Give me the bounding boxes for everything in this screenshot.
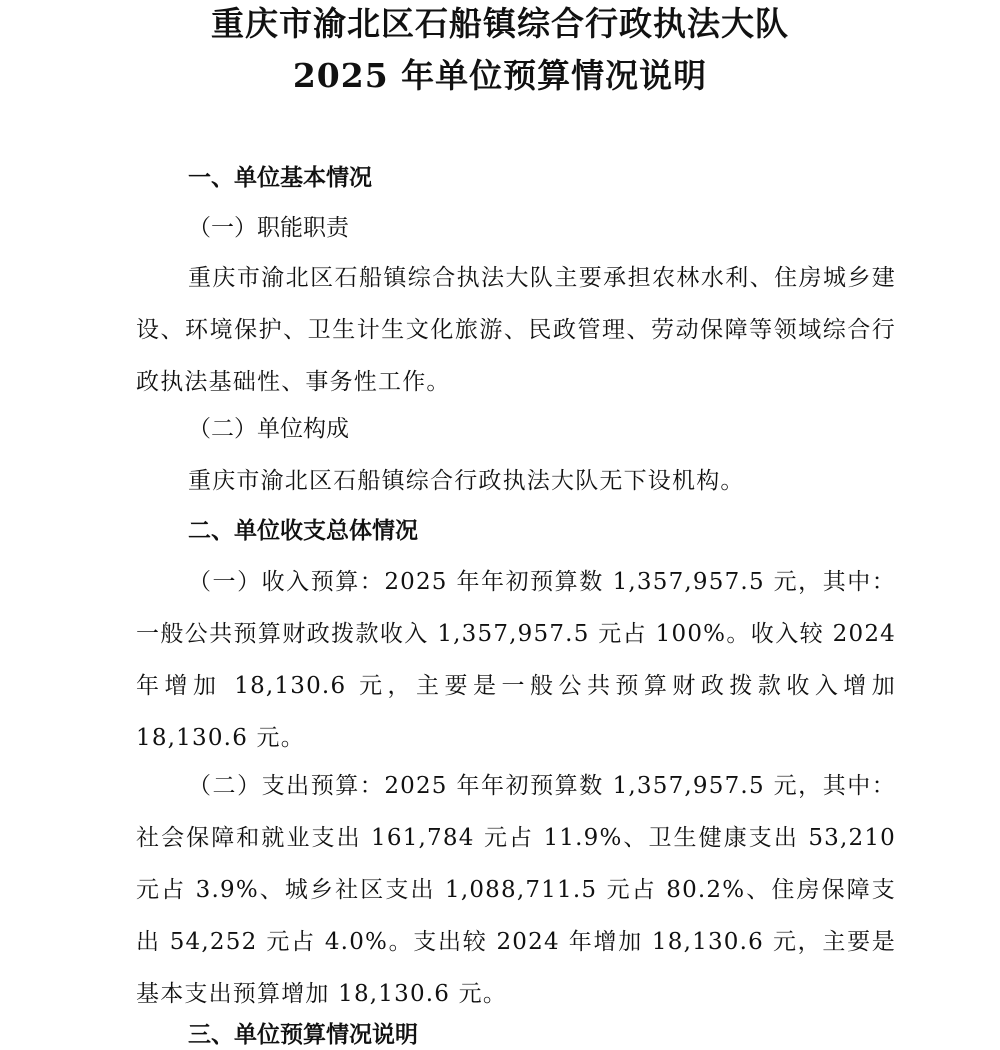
- section-1-sub2-heading: （二）单位构成: [188, 416, 349, 442]
- section-1-heading: 一、单位基本情况: [188, 164, 372, 191]
- section-3-heading-wrap: [136, 1020, 896, 1050]
- section-2-heading-wrap: [136, 516, 896, 546]
- section-2-sub1-body: [136, 556, 896, 764]
- expenditure-budget-lead: （二）支出预算：: [188, 773, 385, 799]
- document-title-line1: 重庆市渝北区石船镇综合行政执法大队: [211, 4, 789, 43]
- functions-paragraph: 重庆市渝北区石船镇综合执法大队主要承担农林水利、住房城乡建设、环境保护、卫生计生文化旅游、民政管理、劳动保障等领域综合行政执法基础性、事务性工作。: [136, 265, 896, 395]
- income-budget-lead: （一）收入预算：: [188, 569, 385, 595]
- income-budget-paragraph: [136, 556, 896, 764]
- section-1-sub2-heading-wrap: [136, 414, 896, 444]
- section-1-sub1-heading: （一）职能职责: [188, 215, 349, 241]
- expenditure-budget-paragraph: [136, 760, 896, 1020]
- expenditure-budget-text: 2025 年年初预算数 1,357,957.5 元，其中：社会保障和就业支出 161,784 元占 11.9%、卫生健康支出 53,210 元占 3.9%、城乡社区支出 1,088,711.5 元占 80.2%、住房保障支出 54,252 元占 4.0%。支出较 2024 年增加 18,130.6 元，主要是基本支出预算增加 18,130.6 元。: [136, 773, 896, 1007]
- section-1-sub1-heading-wrap: [136, 213, 896, 243]
- section-2-sub2-body: [136, 760, 896, 1020]
- section-1-heading-wrap: [136, 163, 896, 193]
- composition-paragraph: 重庆市渝北区石船镇综合行政执法大队无下设机构。: [188, 468, 745, 494]
- document-title-line2: 2025 年单位预算情况说明: [292, 56, 708, 95]
- section-1-sub2-body: [136, 455, 896, 507]
- income-budget-text: 2025 年年初预算数 1,357,957.5 元，其中：一般公共预算财政拨款收入 1,357,957.5 元占 100%。收入较 2024 年增加 18,130.6 元，主要是一般公共预算财政拨款收入增加 18,130.6 元。: [136, 569, 896, 751]
- section-3-heading: 三、单位预算情况说明: [188, 1021, 418, 1048]
- section-2-heading: 二、单位收支总体情况: [188, 517, 418, 544]
- section-1-sub1-body: [136, 252, 896, 408]
